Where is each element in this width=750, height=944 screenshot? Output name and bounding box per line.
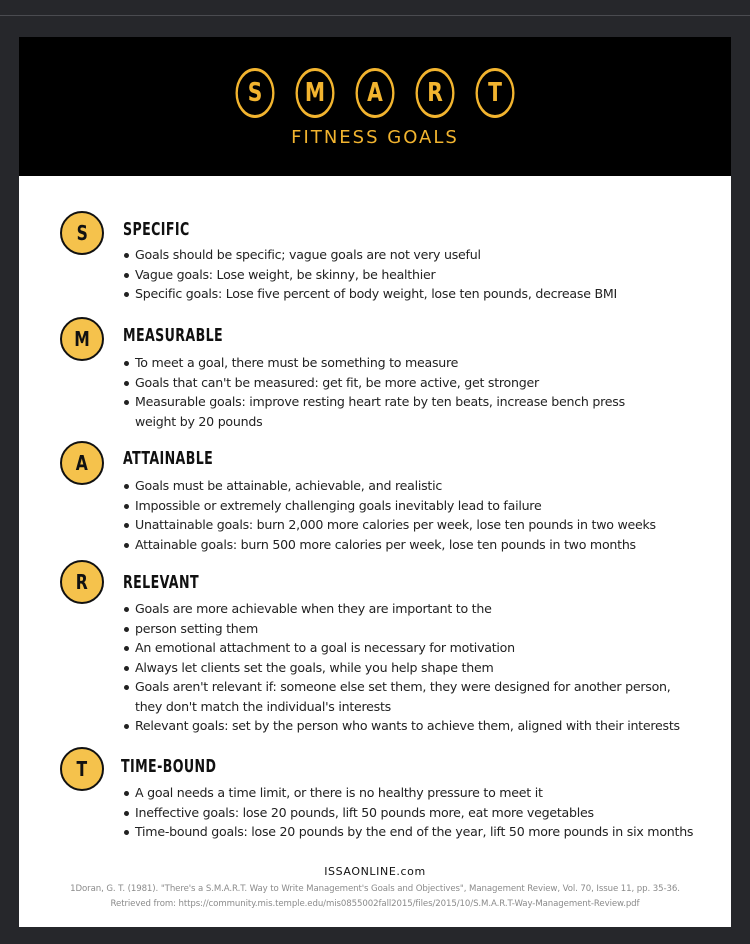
list-item: Attainable goals: burn 500 more calories per week, lose ten pounds in two months xyxy=(123,535,708,555)
window-top-border xyxy=(0,15,750,16)
list-item: Goals aren't relevant if: someone else set them, they were designed for another person, xyxy=(123,677,708,697)
list-item: Always let clients set the goals, while you help shape them xyxy=(123,658,708,678)
list-item-continuation: they don't match the individual's interests xyxy=(135,698,391,714)
list-item-continuation: weight by 20 pounds xyxy=(135,413,263,429)
section-title: ATTAINABLE xyxy=(123,448,214,469)
list-item: Impossible or extremely challenging goals inevitably lead to failure xyxy=(123,496,708,516)
letter-a-circle: A xyxy=(356,68,395,118)
citation xyxy=(19,882,731,912)
badge-t: T xyxy=(60,747,104,791)
section-title: RELEVANT xyxy=(123,572,199,593)
badge-s: S xyxy=(60,211,104,255)
smart-goals-sheet xyxy=(19,37,731,927)
bullet-list xyxy=(123,599,708,736)
list-item: Goals are more achievable when they are important to the xyxy=(123,599,708,619)
list-item: Goals that can't be measured: get fit, be more active, get stronger xyxy=(123,373,708,393)
letter-m-circle: M xyxy=(296,68,335,118)
section-title: SPECIFIC xyxy=(123,219,190,240)
smart-letters xyxy=(19,68,731,118)
site-name: ISSAONLINE.com xyxy=(324,865,426,878)
section-title: TIME-BOUND xyxy=(121,756,217,777)
list-item: A goal needs a time limit, or there is no healthy pressure to meet it xyxy=(123,783,708,803)
letter-t-circle: T xyxy=(476,68,515,118)
letter-r-circle: R xyxy=(416,68,455,118)
list-item: Specific goals: Lose five percent of body weight, lose ten pounds, decrease BMI xyxy=(123,284,708,304)
badge-m: M xyxy=(60,317,104,361)
list-item: To meet a goal, there must be something to measure xyxy=(123,353,708,373)
letter-s-circle: S xyxy=(236,68,275,118)
list-item: An emotional attachment to a goal is necessary for motivation xyxy=(123,638,708,658)
header-subtitle: FITNESS GOALS xyxy=(291,127,459,148)
list-item: Relevant goals: set by the person who wants to achieve them, aligned with their interests xyxy=(123,716,708,736)
bullet-list xyxy=(123,783,708,842)
list-item: Time-bound goals: lose 20 pounds by the end of the year, lift 50 more pounds in six months xyxy=(123,822,708,842)
list-item: Ineffective goals: lose 20 pounds, lift 50 pounds more, eat more vegetables xyxy=(123,803,708,823)
bullet-list xyxy=(123,245,708,304)
bullet-list xyxy=(123,476,708,554)
section-title: MEASURABLE xyxy=(123,325,224,346)
list-item: Goals must be attainable, achievable, and realistic xyxy=(123,476,708,496)
bullet-list xyxy=(123,353,708,431)
citation-line-1: 1Doran, G. T. (1981). "There's a S.M.A.R.T. Way to Write Management's Goals and Objectives", Management Review, Vol. 70, Issue 11, pp. 35-36. xyxy=(70,884,680,894)
list-item: Unattainable goals: burn 2,000 more calories per week, lose ten pounds in two weeks xyxy=(123,515,708,535)
list-item: Measurable goals: improve resting heart rate by ten beats, increase bench press xyxy=(123,392,708,412)
list-item: Vague goals: Lose weight, be skinny, be healthier xyxy=(123,265,708,285)
citation-line-2: Retrieved from: https://community.mis.temple.edu/mis0855002fall2015/files/2015/10/S.M.A.R.T-Way-Management-Review.pdf xyxy=(110,899,640,909)
badge-a: A xyxy=(60,441,104,485)
badge-r: R xyxy=(60,560,104,604)
header-banner xyxy=(19,37,731,176)
list-item: person setting them xyxy=(123,619,708,639)
list-item: Goals should be specific; vague goals are not very useful xyxy=(123,245,708,265)
